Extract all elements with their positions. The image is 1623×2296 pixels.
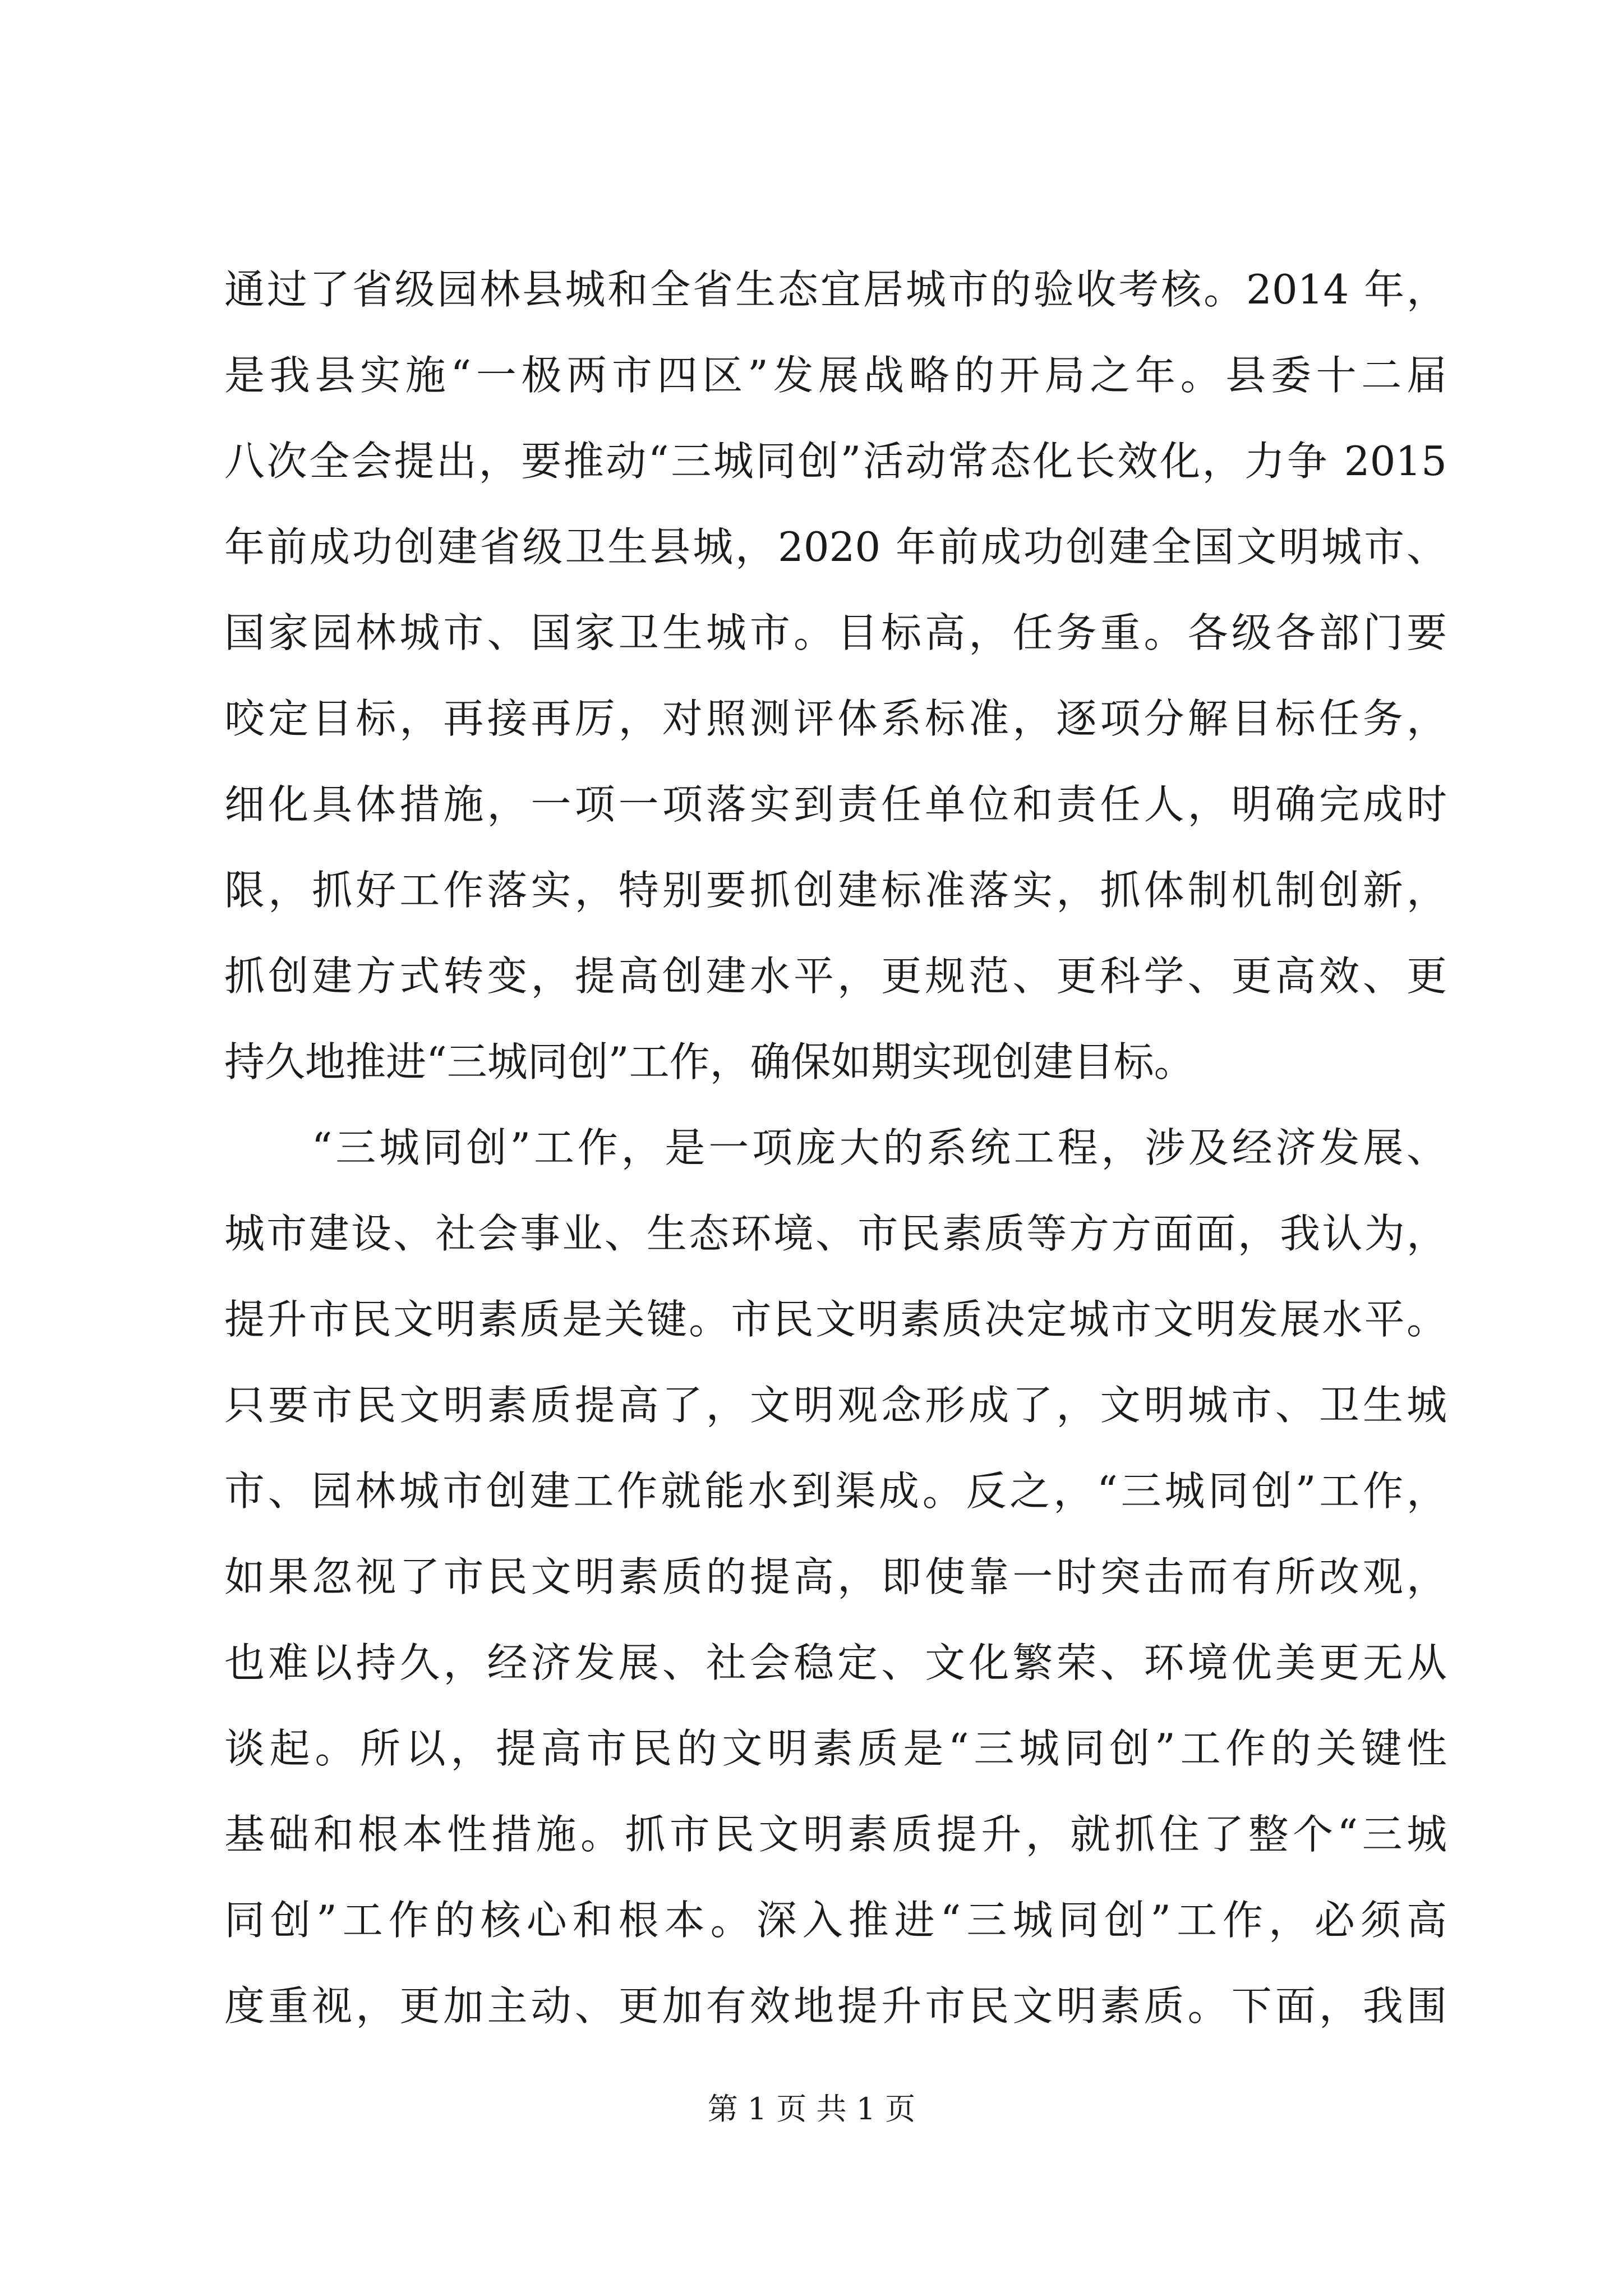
text-line-13: 提升市民文明素质是关键。市民文明素质决定城市文明发展水平。: [224, 1296, 1447, 1343]
text-line-5: 国家园林城市、国家卫生城市。目标高，任务重。各级各部门要: [224, 609, 1447, 656]
body-text: [224, 247, 1447, 2049]
text-line-18: 谈起。所以，提高市民的文明素质是“三城同创”工作的关键性: [224, 1725, 1447, 1772]
text-line-9: 抓创建方式转变，提高创建水平，更规范、更科学、更高效、更: [224, 953, 1447, 1000]
text-line-11-paragraph-start: “三城同创”工作，是一项庞大的系统工程，涉及经济发展、: [224, 1124, 1447, 1171]
text-line-2: 是我县实施“一极两市四区”发展战略的开局之年。县委十二届: [224, 352, 1447, 399]
text-line-4: 年前成功创建省级卫生县城，2020 年前成功创建全国文明城市、: [224, 523, 1447, 570]
text-line-21: 度重视，更加主动、更加有效地提升市民文明素质。下面，我围: [224, 1982, 1447, 2030]
text-line-10-paragraph-end: 持久地推进“三城同创”工作，确保如期实现创建目标。: [224, 1038, 1195, 1085]
text-line-15: 市、园林城市创建工作就能水到渠成。反之，“三城同创”工作，: [224, 1467, 1447, 1515]
text-line-20: 同创”工作的核心和根本。深入推进“三城同创”工作，必须高: [224, 1897, 1447, 1944]
text-line-6: 咬定目标，再接再厉，对照测评体系标准，逐项分解目标任务，: [224, 695, 1447, 742]
text-line-1: 通过了省级园林县城和全省生态宜居城市的验收考核。2014 年，: [224, 266, 1447, 313]
text-line-7: 细化具体措施，一项一项落实到责任单位和责任人，明确完成时: [224, 781, 1447, 828]
text-line-14: 只要市民文明素质提高了，文明观念形成了，文明城市、卫生城: [224, 1382, 1447, 1429]
text-line-3: 八次全会提出，要推动“三城同创”活动常态化长效化，力争 2015: [224, 438, 1447, 485]
text-line-17: 也难以持久，经济发展、社会稳定、文化繁荣、环境优美更无从: [224, 1639, 1447, 1686]
text-line-8: 限，抓好工作落实，特别要抓创建标准落实，抓体制机制创新，: [224, 867, 1447, 914]
text-line-19: 基础和根本性措施。抓市民文明素质提升，就抓住了整个“三城: [224, 1811, 1447, 1858]
page-number-footer: 第 1 页 共 1 页: [707, 2091, 916, 2127]
text-line-16: 如果忽视了市民文明素质的提高，即使靠一时突击而有所改观，: [224, 1553, 1447, 1600]
text-line-12: 城市建设、社会事业、生态环境、市民素质等方方面面，我认为，: [224, 1210, 1447, 1257]
